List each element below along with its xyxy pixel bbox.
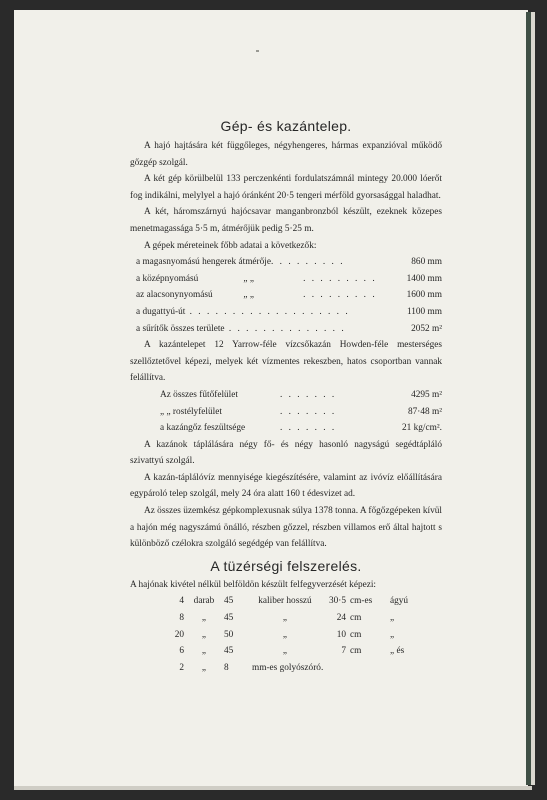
paragraph: A hajónak kivétel nélkül belföldön készült felfegyverzését képezi: — [130, 579, 377, 590]
list-item: „ „ rostélyfelület . . . . . . . 87·48 m² — [160, 404, 442, 421]
paragraph: A gépek méreteinek főbb adatai a következők: — [144, 240, 317, 251]
item-value: 1600 mm — [406, 290, 442, 301]
item-value: 1400 mm — [406, 273, 442, 284]
paragraph: A kazán-táplálóvíz mennyisége kiegészítésére, valamint az ivóvíz előállítására egypároló telep szolgál, mely 24 óra alatt 160 t édesvizet ad. — [130, 472, 442, 500]
table-row: 8 „ 45 „ 24 cm „ — [179, 613, 395, 624]
table-row: 6 „ 45 „ 7 cm „ és — [179, 646, 405, 657]
list-item: az alacsonynyomású „ „ . . . . . . . . . 1600 mm — [136, 287, 442, 304]
paragraph: Az összes üzemkész gépkomplexusnak súlya 1378 tonna. A főgőzgépeken kívül a hajón még nagyszámú önálló, részben gőzzel, részben villamos erő által hajtott s különböző czélokra szolgáló segédgép van felállítva. — [130, 506, 442, 550]
item-label: „ „ rostélyfelület — [160, 406, 222, 417]
ditto-mark: „ „ — [243, 273, 254, 284]
item-value: 860 mm — [411, 257, 442, 268]
list-item: a dugattyú-út . . . . . . . . . . . . . . . . . . . 1100 mm — [136, 304, 442, 321]
item-value: 21 kg/cm². — [402, 423, 442, 434]
item-label: a középnyomású — [136, 273, 199, 284]
ditto-mark: „ „ — [243, 290, 254, 301]
item-label: a sűrítők összes területe — [136, 323, 225, 334]
paragraph: A hajó hajtására két függőleges, négyhengeres, hármas expanzióval működő gőzgép szolgál. — [130, 141, 442, 168]
document-body — [130, 116, 442, 676]
table-row: 20 „ 50 „ 10 cm „ — [174, 629, 395, 640]
section-title-machinery: Gép- és kazántelep. — [220, 118, 352, 134]
list-item: a sűrítők összes területe . . . . . . . . . . . . . . 2052 m² — [136, 321, 442, 338]
list-item: a középnyomású „ „ . . . . . . . . . 1400 mm — [136, 271, 442, 288]
item-value: 2052 m² — [411, 323, 442, 334]
item-label: az alacsonynyomású — [136, 290, 213, 301]
table-row: 2 „ 8 mm-es golyószóró. — [179, 662, 324, 673]
boiler-data-list — [130, 387, 442, 437]
list-item: Az összes fűtőfelület . . . . . . . 4295 m² — [160, 387, 442, 404]
page-edge — [531, 12, 535, 785]
table-row: 4 darab 45 kaliber hosszú 30·5 cm-es ágyú — [179, 596, 409, 607]
paragraph: A két gép körülbelül 133 perczenkénti fordulatszámnál mintegy 20.000 lóerőt fog indikálni, melylyel a hajó óránként 20·5 tengeri mérföld gyorsasággal haladhat. — [130, 174, 442, 201]
engine-dimensions-list — [130, 254, 442, 337]
item-value: 1100 mm — [406, 306, 442, 317]
paragraph: A kazántelepet 12 Yarrow-féle vízcsőkazán Howden-féle mesterséges szellőztetővel képezi, melyek két vízmentes rekeszben, hatos csoportban vannak felállítva. — [130, 340, 442, 384]
item-label: a kazángőz feszültsége — [160, 423, 246, 434]
bottom-edge — [14, 786, 532, 790]
list-item: a kazángőz feszültsége . . . . . . . 21 kg/cm². — [160, 420, 442, 437]
item-value: 4295 m² — [411, 389, 442, 400]
item-label: Az összes fűtőfelület — [160, 389, 238, 400]
item-value: 87·48 m² — [407, 406, 442, 417]
armament-table — [130, 593, 442, 676]
item-label: a magasnyomású hengerek átmérője — [136, 257, 272, 268]
list-item: a magasnyomású hengerek átmérője . . . . . . . . . 860 mm — [136, 254, 442, 271]
item-label: a dugattyú-út — [136, 306, 186, 317]
print-mark — [256, 50, 259, 52]
paragraph: A két, háromszárnyú hajócsavar manganbronzból készült, ezeknek közepes menetmagassága 5·5 m, átmérőjük pedig 5·25 m. — [130, 207, 442, 234]
paragraph: A kazánok táplálására négy fő- és négy hasonló nagyságú segédtápláló szivattyú szolgál. — [130, 439, 442, 467]
section-title-artillery: A tüzérségi felszerelés. — [210, 557, 362, 574]
